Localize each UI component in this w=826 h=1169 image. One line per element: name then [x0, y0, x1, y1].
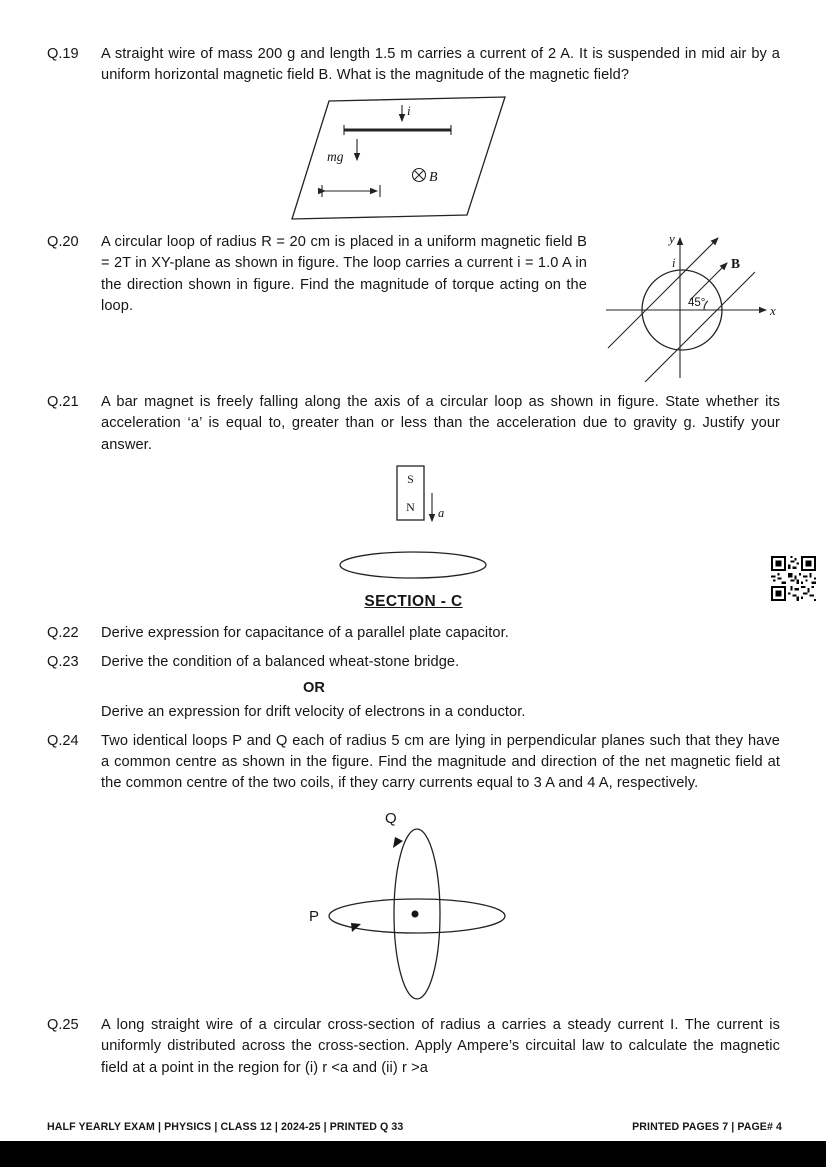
figure-q20 [587, 230, 780, 385]
figure-q19 [47, 94, 780, 222]
question-q20 [47, 232, 780, 385]
question-q22 [47, 623, 780, 644]
question-number: Q.24 [47, 732, 79, 749]
question-text: Two identical loops P and Q each of radius 5 cm are lying in perpendicular planes such that they have a common centre as shown in the figure. Find the magnitude and direction of the net magnetic field at the common centre of the two coils, if they carry currents equal to 3 A and 4 A, respectively. [101, 732, 780, 792]
question-text: A bar magnet is freely falling along the axis of a circular loop as shown in figure. State whether its acceleration ‘a’ is equal to, greater than or less than the acceleration due to gravity g. Justify your answer. [101, 393, 780, 453]
question-q23-alternative [47, 702, 780, 723]
loop-in-field-diagram [600, 230, 780, 385]
current-label: i [406, 102, 411, 118]
question-text: A straight wire of mass 200 g and length 1.5 m carries a current of 2 A. It is suspended in mid air by a uniform horizontal magnetic field B. What is the magnitude of the magnetic field? [101, 46, 780, 84]
acceleration-label: a [437, 506, 444, 521]
loop-p-label: P [308, 907, 319, 925]
y-axis-label: y [669, 230, 675, 246]
loop-q-current-arrow [393, 837, 403, 848]
footer-exam-info: HALF YEARLY EXAM | PHYSICS | CLASS 12 | 2024-25 | PRINTED Q 33 [47, 1121, 404, 1133]
footer-page-info: PRINTED PAGES 7 | PAGE# 4 [632, 1121, 782, 1133]
field-arrow [690, 263, 727, 300]
question-text: Derive the condition of a balanced wheat-stone bridge. [101, 653, 460, 670]
south-pole-label: S [406, 472, 414, 487]
common-centre-dot [411, 910, 418, 917]
north-pole-label: N [405, 500, 415, 515]
wire-on-plane-diagram [289, 94, 539, 222]
qr-code [771, 556, 816, 601]
loop-p-current-arrow [351, 923, 361, 932]
question-number: Q.21 [47, 393, 79, 410]
question-number: Q.23 [47, 653, 79, 670]
section-heading: SECTION - C [364, 593, 463, 611]
figure-q24 [47, 809, 780, 1005]
weight-label: mg [326, 148, 343, 164]
plane-line-lower [645, 272, 755, 382]
question-q21 [47, 392, 780, 456]
or-separator: OR [303, 680, 325, 697]
question-text: A circular loop of radius R = 20 cm is placed in a uniform magnetic field B = 2T in XY-plane as shown in figure. The loop carries a current i = 1.0 A in the direction shown in figure. Find the magnitude of torque acting on the loop. [101, 233, 587, 315]
question-q24 [47, 731, 780, 795]
field-label: B [428, 169, 438, 185]
perpendicular-loops-diagram [299, 809, 529, 1005]
loop-q-label: Q [384, 809, 397, 827]
question-number: Q.25 [47, 1016, 79, 1033]
question-number: Q.19 [47, 46, 79, 62]
plane-line-upper [608, 238, 718, 348]
question-q19 [47, 44, 780, 87]
page-footer [47, 1121, 782, 1133]
circular-loop [340, 552, 486, 578]
question-q25 [47, 1015, 780, 1079]
bottom-black-bar [0, 1141, 826, 1167]
x-axis-label: x [770, 302, 776, 318]
question-number: Q.22 [47, 625, 79, 642]
figure-q21 [47, 463, 780, 581]
question-number: Q.20 [47, 233, 79, 250]
question-text: Derive expression for capacitance of a parallel plate capacitor. [101, 625, 509, 642]
length-dimension-line [322, 185, 380, 197]
question-text: Derive an expression for drift velocity of electrons in a conductor. [101, 704, 526, 721]
plane-parallelogram [292, 97, 505, 219]
field-label: B [731, 255, 741, 271]
question-text: A long straight wire of a circular cross-section of radius a carries a steady current I. The current is uniformly distributed across the cross-section. Apply Ampere’s circuital law to calculate the magnetic field at a point in the region for (i) r <a and (ii) r >a [101, 1016, 780, 1076]
qr-code-image [771, 556, 816, 601]
angle-label: 45° [688, 296, 706, 309]
current-label: i [672, 255, 676, 270]
field-into-page-icon [412, 168, 425, 181]
question-q23 [47, 652, 780, 673]
falling-magnet-diagram [329, 463, 499, 581]
